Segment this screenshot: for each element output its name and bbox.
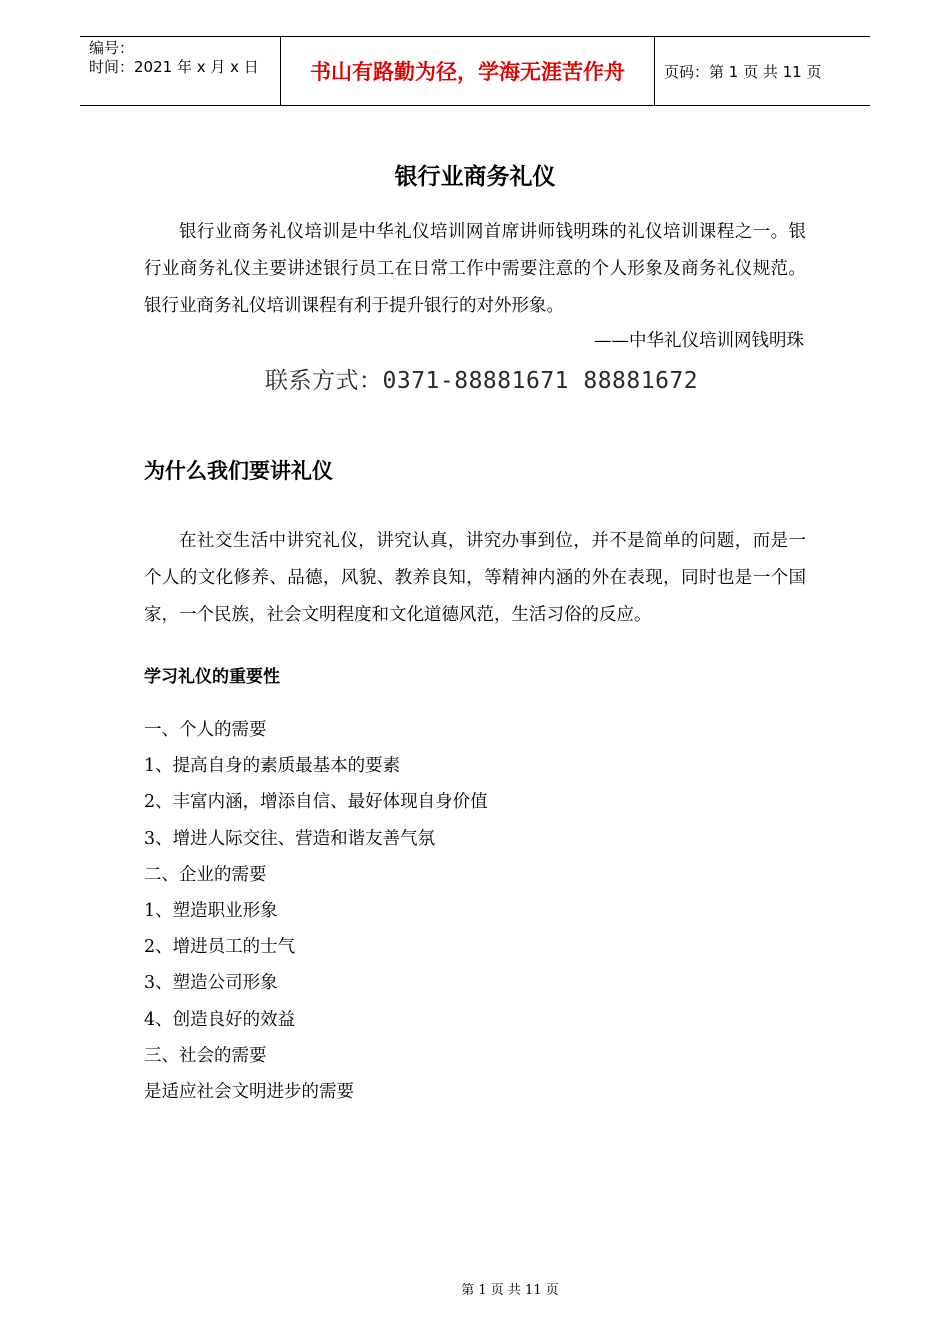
page-footer: 第 1 页 共 11 页 [461, 1283, 559, 1298]
document-time-label: 时间：2021 年 x 月 x 日 [89, 58, 259, 76]
intro-paragraph: 银行业商务礼仪培训是中华礼仪培训网首席讲师钱明珠的礼仪培训课程之一。银行业商务礼仪主要讲述银行员工在日常工作中需要注意的个人形象及商务礼仪规范。银行业商务礼仪培训课程有利于提升银行的对外形象。 [144, 222, 806, 316]
importance-list [144, 712, 488, 1110]
contact-info: 联系方式：0371-88881671 88881672 [265, 368, 699, 394]
document-header [80, 36, 870, 106]
header-motto: 书山有路勤为径，学海无涯苦作舟 [310, 60, 625, 84]
section-heading-importance: 学习礼仪的重要性 [144, 667, 280, 687]
list-item: 是适应社会文明进步的需要 [144, 1082, 354, 1103]
document-number-label: 编号： [89, 39, 135, 57]
list-item: 1、提高自身的素质最基本的要素 [144, 756, 401, 777]
list-item: 2、增进员工的士气 [144, 937, 296, 958]
list-item: 4、创造良好的效益 [144, 1009, 296, 1030]
section-paragraph-why-etiquette: 在社交生活中讲究礼仪，讲究认真，讲究办事到位，并不是简单的问题，而是一个人的文化修养、品德，风貌、教养良知，等精神内涵的外在表现，同时也是一个国家，一个民族，社会文明程度和文化道德风范，生活习俗的反应。 [144, 531, 806, 625]
header-page-cell [655, 37, 870, 105]
list-item: 二、企业的需要 [144, 864, 267, 885]
list-item: 2、丰富内涵，增添自信、最好体现自身价值 [144, 792, 488, 813]
list-item: 3、塑造公司形象 [144, 973, 278, 994]
header-page-label: 页码：第 1 页 共 11 页 [664, 62, 822, 81]
header-motto-cell [281, 37, 655, 105]
list-item: 1、塑造职业形象 [144, 901, 278, 922]
document-title: 银行业商务礼仪 [394, 164, 556, 190]
intro-attribution: ——中华礼仪培训网钱明珠 [594, 331, 804, 351]
list-item: 一、个人的需要 [144, 720, 267, 740]
header-meta-cell [80, 37, 281, 105]
list-item: 3、增进人际交往、营造和谐友善气氛 [144, 828, 436, 849]
section-heading-why-etiquette: 为什么我们要讲礼仪 [144, 459, 333, 483]
list-item: 三、社会的需要 [144, 1045, 267, 1066]
